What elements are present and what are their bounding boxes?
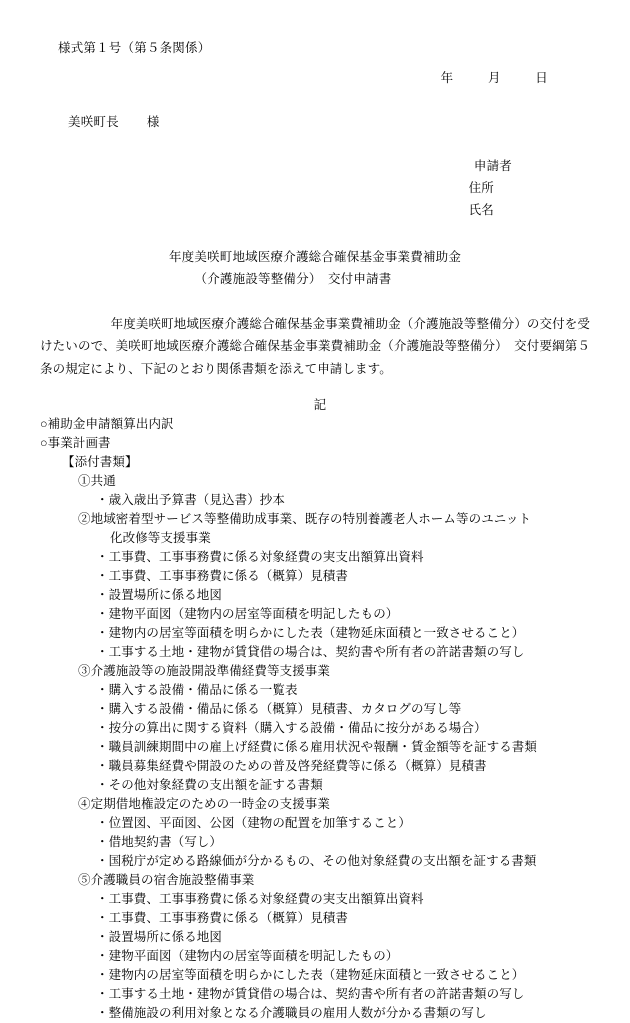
list-item: ・建物平面図（建物内の居室等面積を明記したもの） — [96, 606, 399, 621]
list-item: ○事業計画書 — [40, 435, 111, 450]
date-month: 月 — [487, 71, 501, 85]
list-item: ・工事費、工事事務費に係る（概算）見積書 — [96, 910, 349, 925]
list-item: ・歳入歳出予算書（見込書）抄本 — [96, 492, 286, 507]
list-item: ②地域密着型サービス等整備助成事業、既存の特別養護老人ホーム等のユニット — [78, 511, 532, 526]
date-day: 日 — [535, 71, 548, 85]
date-year: 年 — [440, 71, 454, 85]
title-line-2: （介護施設等整備分） 交付申請書 — [194, 272, 392, 287]
list-item: ・借地契約書（写し） — [96, 834, 223, 849]
body-text: 年度美咲町地域医療介護総合確保基金事業費補助金（介護施設等整備分）の交付を受けたいので、美咲町地域医療介護総合確保基金事業費補助金（介護施設等整備分） 交付要綱第５条の規定により、下記のとおり関係書類を添えて申請します。 — [40, 316, 590, 377]
list-item: ・工事する土地・建物が賃貸借の場合は、契約書や所有者の許諾書類の写し — [96, 986, 525, 1001]
body-paragraph — [40, 313, 590, 381]
list-item: ③介護施設等の施設開設準備経費等支援事業 — [78, 663, 331, 678]
list-item: ・職員募集経費や開設のための普及啓発経費等に係る（概算）見積書 — [96, 758, 487, 773]
list-item: ・工事する土地・建物が賃貸借の場合は、契約書や所有者の許諾書類の写し — [96, 644, 525, 659]
list-item: ・位置図、平面図、公図（建物の配置を加筆すること） — [96, 815, 412, 830]
form-number: 様式第１号（第５条関係） — [58, 41, 211, 55]
addressee-honorific: 様 — [146, 115, 160, 129]
list-item: 化改修等支援事業 — [110, 530, 211, 545]
applicant-name-label: 氏名 — [468, 202, 494, 217]
ki-heading: 記 — [313, 397, 327, 412]
applicant-address-label: 住所 — [468, 180, 494, 195]
addressee — [68, 112, 590, 130]
list-item: ・建物内の居室等面積を明らかにした表（建物延床面積と一致させること） — [96, 967, 525, 982]
applicant-block — [40, 156, 512, 222]
addressee-name: 美咲町長 — [68, 115, 119, 129]
list-item: ・建物内の居室等面積を明らかにした表（建物延床面積と一致させること） — [96, 625, 525, 640]
list-item: ⑤介護職員の宿舎施設整備事業 — [78, 872, 255, 887]
date-line — [40, 68, 548, 86]
list-item: ・工事費、工事事務費に係る対象経費の実支出額算出資料 — [96, 891, 424, 906]
applicant-label: 申請者 — [473, 159, 512, 173]
list-item: ①共通 — [78, 473, 116, 488]
list-item: ・整備施設の利用対象となる介護職員の雇用人数が分かる書類の写し — [96, 1005, 487, 1020]
list-item: ・建物平面図（建物内の居室等面積を明記したもの） — [96, 948, 399, 963]
list-item: ・職員訓練期間中の雇上げ経費に係る雇用状況や報酬・賃金額等を証する書類 — [96, 739, 538, 754]
list-item: ・設置場所に係る地図 — [96, 929, 223, 944]
list-item: ○補助金申請額算出内訳 — [40, 416, 174, 431]
title-line-1: 年度美咲町地域医療介護総合確保基金事業費補助金 — [168, 249, 462, 264]
attachment-list — [40, 415, 590, 1023]
list-item: ・設置場所に係る地図 — [96, 587, 223, 602]
list-item: ・国税庁が定める路線価が分かるもの、その他対象経費の支出額を証する書類 — [96, 853, 537, 868]
list-item: ・その他対象経費の支出額を証する書類 — [96, 777, 323, 792]
list-item: ・工事費、工事事務費に係る対象経費の実支出額算出資料 — [96, 549, 424, 564]
list-item: ④定期借地権設定のための一時金の支援事業 — [78, 796, 331, 811]
document-title — [40, 246, 590, 291]
list-item: 【添付書類】 — [62, 454, 138, 469]
list-item: ・購入する設備・備品に係る（概算）見積書、カタログの写し等 — [96, 701, 462, 716]
list-item: ・工事費、工事事務費に係る（概算）見積書 — [96, 568, 349, 583]
list-item: ・購入する設備・備品に係る一覧表 — [96, 682, 298, 697]
list-item: ・按分の算出に関する資料（購入する設備・備品に按分がある場合） — [96, 720, 487, 735]
